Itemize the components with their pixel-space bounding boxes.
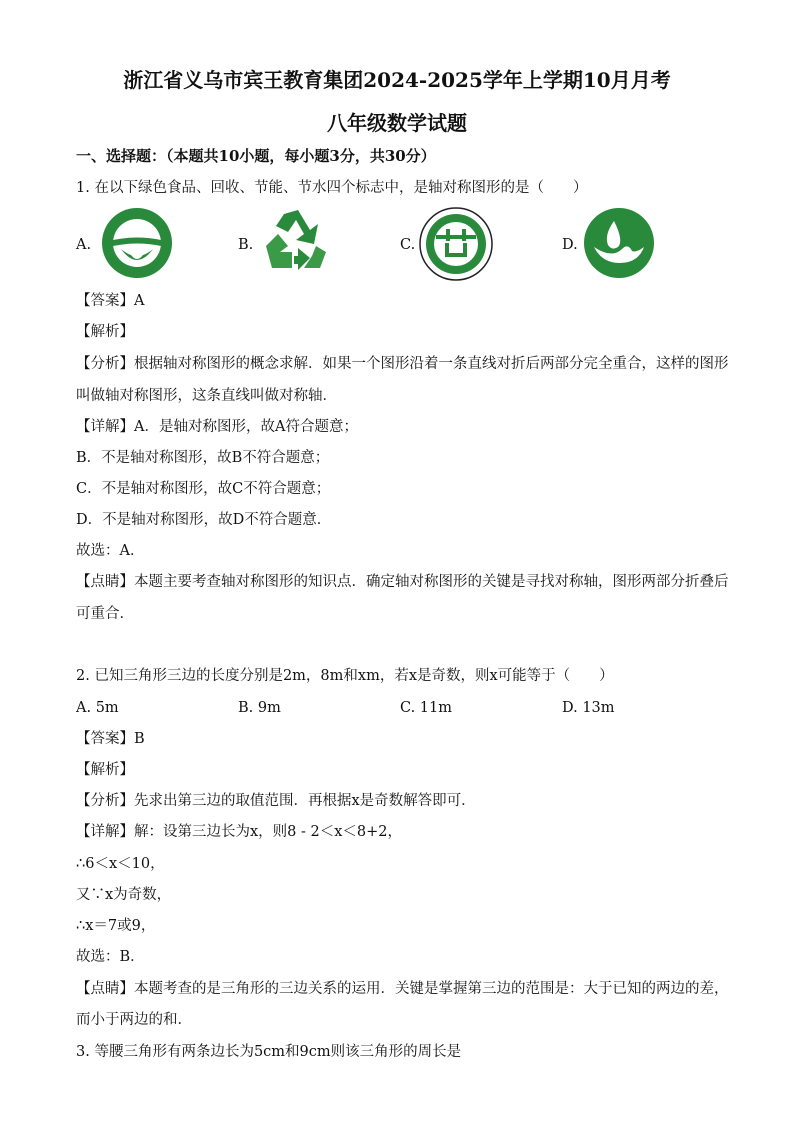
- water-saving-logo-icon: [582, 207, 656, 279]
- question-3-stem: 3. 等腰三角形有两条边长为5cm和9cm则该三角形的周长是: [76, 1044, 462, 1060]
- q1-option-b-label: B.: [238, 237, 254, 253]
- q1-analysis-line: 【点睛】本题主要考查轴对称图形的知识点．确定轴对称图形的关键是寻找对称轴，图形两部分折叠后: [76, 574, 729, 590]
- q2-analysis-line: ∴6＜x＜10，: [76, 856, 165, 872]
- question-2-stem: 2. 已知三角形三边的长度分别是2m，8m和xm，若x是奇数，则x可能等于（ ）: [76, 668, 614, 684]
- q2-option-c: C. 11m: [400, 700, 452, 716]
- q1-analysis-line: 可重合．: [76, 606, 134, 622]
- question-1-stem: 1. 在以下绿色食品、回收、节能、节水四个标志中，是轴对称图形的是（ ）: [76, 180, 588, 196]
- q1-analysis-head: 【解析】: [76, 324, 134, 340]
- page-title-line1: 浙江省义乌市宾王教育集团2024-2025学年上学期10月月考: [123, 68, 671, 92]
- q2-analysis-line: 【分析】先求出第三边的取值范围．再根据x是奇数解答即可．: [76, 793, 476, 809]
- q2-answer: 【答案】B: [76, 731, 145, 747]
- q1-analysis-line: 故选：A．: [76, 543, 145, 559]
- q1-analysis-line: 【分析】根据轴对称图形的概念求解．如果一个图形沿着一条直线对折后两部分完全重合，这样的图形: [76, 356, 729, 372]
- q2-analysis-line: ∴x＝7或9，: [76, 918, 156, 934]
- q2-option-b: B. 9m: [238, 700, 281, 716]
- q2-analysis-line: 而小于两边的和．: [76, 1012, 192, 1028]
- q2-analysis-line: 【详解】解：设第三边长为x，则8 - 2＜x＜8+2，: [76, 824, 403, 840]
- q2-analysis-line: 又∵x为奇数，: [76, 887, 172, 903]
- q2-option-a: A. 5m: [76, 700, 119, 716]
- recycle-icon: [258, 206, 332, 276]
- page-title-line2: 八年级数学试题: [327, 111, 467, 135]
- q1-analysis-line: 【详解】A．是轴对称图形，故A符合题意；: [76, 419, 358, 435]
- section-heading: 一、选择题：（本题共10小题，每小题3分，共30分）: [76, 147, 436, 165]
- q1-option-d-label: D.: [562, 237, 578, 253]
- q1-analysis-line: B．不是轴对称图形，故B不符合题意；: [76, 450, 330, 466]
- q1-analysis-line: C．不是轴对称图形，故C不符合题意；: [76, 481, 331, 497]
- q2-analysis-line: 【点睛】本题考查的是三角形的三边关系的运用．关键是掌握第三边的范围是：大于已知的两边的差，: [76, 981, 729, 997]
- q1-analysis-line: D．不是轴对称图形，故D不符合题意．: [76, 512, 332, 528]
- energy-saving-logo-icon: [418, 207, 494, 281]
- green-food-logo-icon: [99, 207, 175, 279]
- q1-analysis-line: 叫做轴对称图形，这条直线叫做对称轴．: [76, 388, 337, 404]
- q1-answer: 【答案】A: [76, 293, 145, 309]
- q2-analysis-line: 故选：B．: [76, 949, 145, 965]
- q1-option-a-label: A.: [76, 237, 92, 253]
- q2-option-d: D. 13m: [562, 700, 615, 716]
- q2-analysis-head: 【解析】: [76, 762, 134, 778]
- q1-option-c-label: C.: [400, 237, 416, 253]
